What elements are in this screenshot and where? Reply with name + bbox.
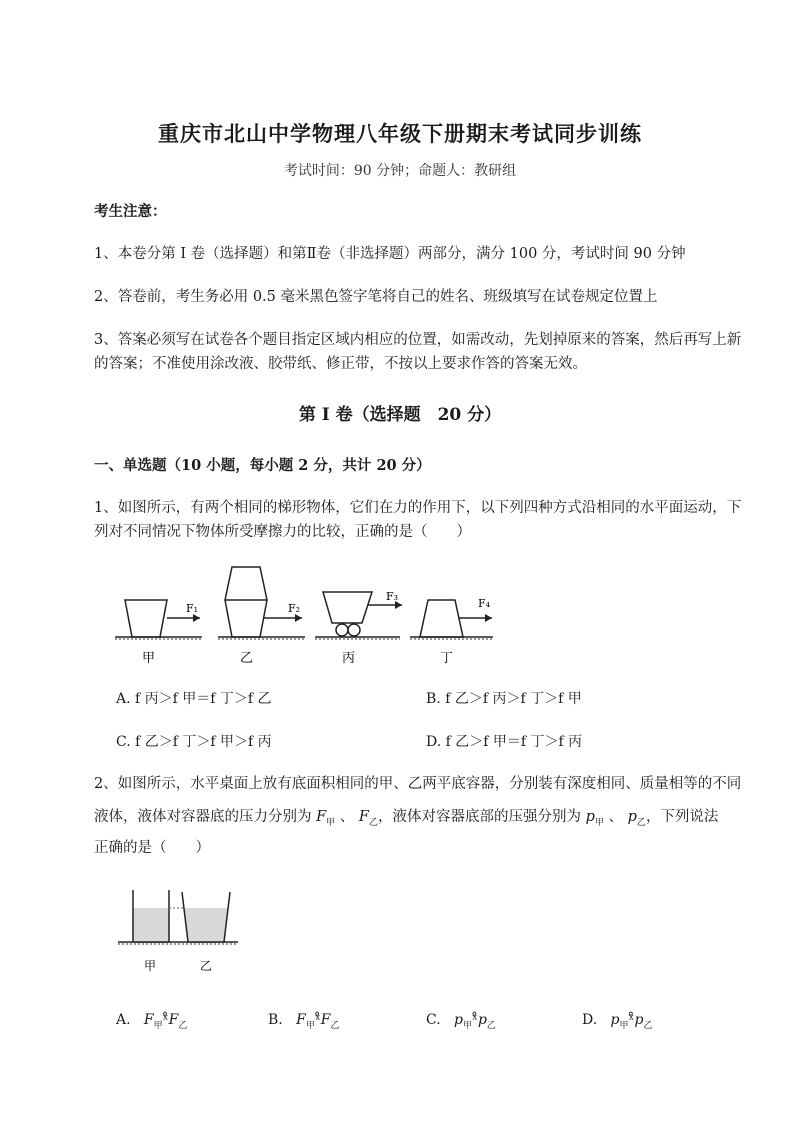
q2-stem-line3: 正确的是（ ） bbox=[94, 840, 210, 856]
q2-option-c[interactable]: C. $p_甲ˣ̊p_乙$ bbox=[426, 1012, 496, 1031]
force-label-f2: F₂ bbox=[288, 602, 301, 615]
trapezoid-ding bbox=[420, 600, 463, 637]
q2-stem-line2: 液体，液体对容器底的压力分别为 $F_甲$ 、 $F_乙$，液体对容器底部的压强分别为 $p_甲$ 、 $p_乙$，下列说法 bbox=[94, 809, 719, 828]
figure-label-yi: 乙 bbox=[240, 651, 254, 666]
figure-label-jia: 甲 bbox=[144, 959, 157, 973]
figure-label-ding: 丁 bbox=[440, 651, 454, 666]
part1-heading: 第 I 卷（选择题 20 分） bbox=[298, 405, 502, 425]
q2-option-b[interactable]: B. $F_甲ˣ̊F_乙$ bbox=[268, 1012, 340, 1031]
q1-figure bbox=[110, 560, 510, 670]
q1-option-c[interactable]: C. f 乙＞f 丁＞f 甲＞f 丙 bbox=[116, 734, 272, 750]
q1-option-b[interactable]: B. f 乙＞f 丙＞f 丁＞f 甲 bbox=[426, 691, 582, 707]
q1-stem-line1: 1、如图所示，有两个相同的梯形物体，它们在力的作用下，以下列四种方式沿相同的水平面运动，下 bbox=[94, 500, 742, 516]
notice-heading: 考生注意： bbox=[94, 203, 167, 220]
figure-label-bing: 丙 bbox=[342, 651, 356, 666]
q2-option-d[interactable]: D. $p_甲ˣ̊p_乙$ bbox=[582, 1012, 653, 1031]
notice-item-2: 2、答卷前，考生务必用 0.5 毫米黑色签字笔将自己的姓名、班级填写在试卷规定位置上 bbox=[94, 289, 658, 305]
figure-label-yi: 乙 bbox=[200, 959, 213, 973]
q1-stem-line2: 列对不同情况下物体所受摩擦力的比较，正确的是（ ） bbox=[94, 524, 471, 540]
force-label-f4: F₄ bbox=[478, 597, 491, 610]
q2-stem-line1: 2、如图所示，水平桌面上放有底面积相同的甲、乙两平底容器，分别装有深度相同、质量相等的不同 bbox=[94, 776, 742, 792]
force-label-f3: F₃ bbox=[386, 590, 399, 603]
q2-option-a[interactable]: A. $F_甲ˣ̊F_乙$ bbox=[116, 1012, 188, 1031]
page-subtitle: 考试时间：90 分钟；命题人：教研组 bbox=[283, 163, 517, 179]
figure-label-jia: 甲 bbox=[142, 651, 156, 666]
notice-item-3-cont: 的答案；不准使用涂改液、胶带纸、修正带，不按以上要求作答的答案无效。 bbox=[94, 356, 587, 372]
notice-item-1: 1、本卷分第 I 卷（选择题）和第Ⅱ卷（非选择题）两部分，满分 100 分，考试时间 90 分钟 bbox=[94, 246, 686, 262]
q1-option-d[interactable]: D. f 乙＞f 甲＝f 丁＞f 丙 bbox=[426, 734, 583, 750]
trapezoid-bing bbox=[323, 592, 372, 623]
force-label-f1: F₁ bbox=[186, 602, 199, 615]
notice-item-3: 3、答案必须写在试卷各个题目指定区域内相应的位置，如需改动，先划掉原来的答案，然后再写上新 bbox=[94, 332, 742, 348]
q1-option-a[interactable]: A. f 丙＞f 甲＝f 丁＞f 乙 bbox=[116, 691, 272, 707]
trapezoid-jia bbox=[125, 600, 167, 637]
q2-figure bbox=[110, 880, 250, 980]
page-title: 重庆市北山中学物理八年级下册期末考试同步训练 bbox=[158, 121, 642, 146]
section-heading: 一、单选题（10 小题，每小题 2 分，共计 20 分） bbox=[94, 457, 431, 474]
stacked-trapezoids-yi bbox=[225, 567, 267, 637]
